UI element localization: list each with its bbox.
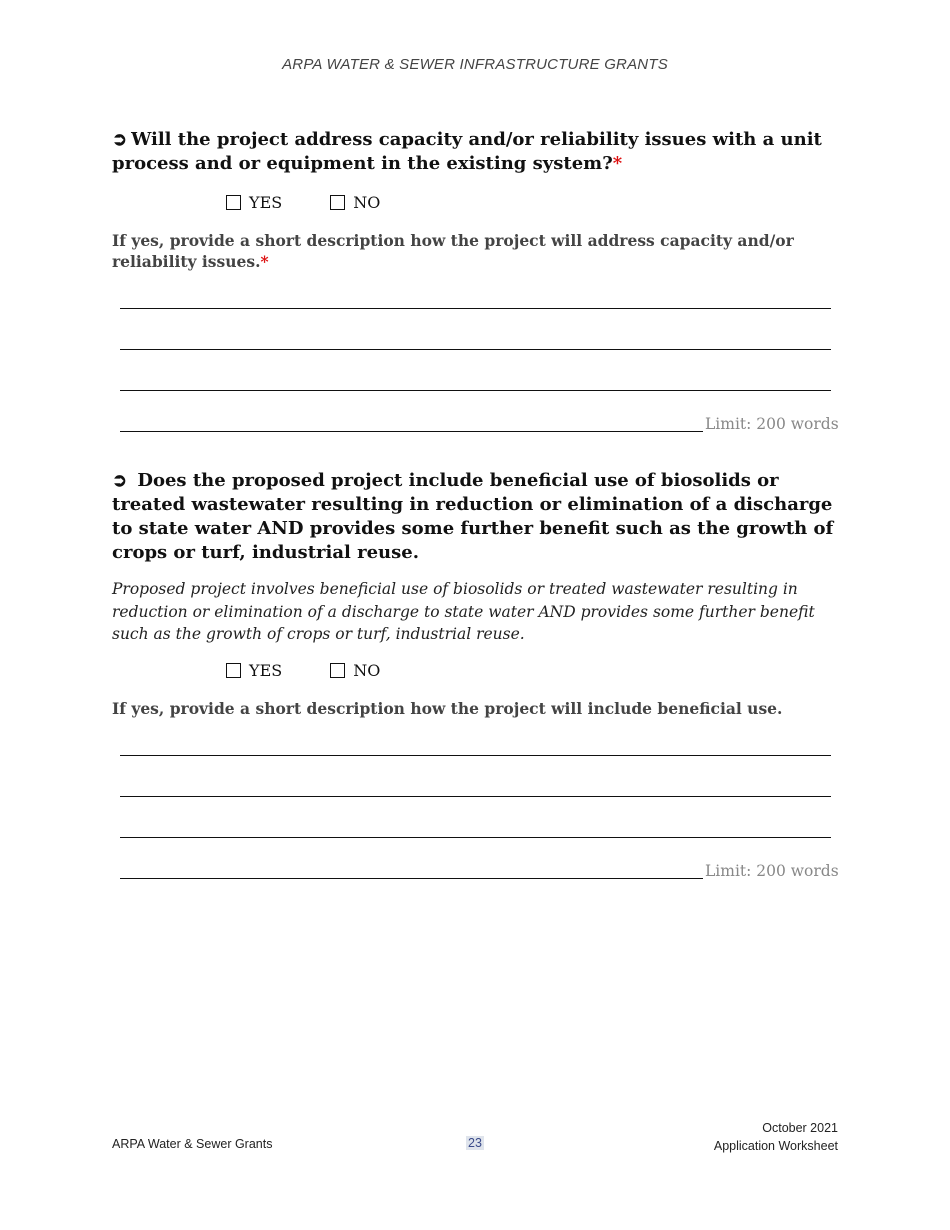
footer-document-type: Application Worksheet — [713, 1139, 838, 1153]
question-capacity — [112, 128, 842, 176]
capacity-options — [226, 193, 380, 212]
beneficial-yes-checkbox[interactable] — [226, 661, 282, 680]
required-asterisk: * — [260, 252, 269, 271]
beneficial-answer-line[interactable] — [120, 755, 831, 756]
capacity-answer-line[interactable] — [120, 431, 703, 432]
capacity-word-limit: Limit: 200 words — [705, 415, 839, 433]
capacity-followup-prompt — [112, 230, 842, 272]
capacity-answer-line[interactable] — [120, 390, 831, 391]
required-asterisk: * — [612, 153, 623, 174]
beneficial-use-description: Proposed project involves beneficial use of biosolids or treated wastewater resulting in reduction or elimination of a discharge to state water AND provides some further benefit such as the growth of crops or turf, industrial reuse. — [112, 580, 815, 643]
beneficial-answer-line[interactable] — [120, 796, 831, 797]
capacity-yes-label: YES — [249, 193, 283, 212]
question-beneficial-use — [112, 469, 842, 565]
capacity-no-checkbox[interactable] — [330, 193, 380, 212]
footer-program-name: ARPA Water & Sewer Grants — [112, 1137, 273, 1151]
capacity-answer-line[interactable] — [120, 349, 831, 350]
capacity-answer-line[interactable] — [120, 308, 831, 309]
beneficial-word-limit: Limit: 200 words — [705, 862, 839, 880]
beneficial-answer-line[interactable] — [120, 837, 831, 838]
beneficial-no-label: NO — [353, 661, 381, 680]
capacity-followup-text: If yes, provide a short description how the project will address capacity and/or reliability issues. — [112, 231, 794, 271]
footer-date: October 2021 — [762, 1121, 838, 1135]
capacity-no-label: NO — [353, 193, 381, 212]
beneficial-no-checkbox[interactable] — [330, 661, 380, 680]
checkbox-icon[interactable] — [226, 663, 241, 678]
question-beneficial-use-text: Does the proposed project include beneficial use of biosolids or treated wastewater resulting in reduction or elimination of a discharge to state water AND provides some further benefit such as the growth of crops or turf, industrial reuse. — [112, 470, 834, 563]
beneficial-answer-line[interactable] — [120, 878, 703, 879]
beneficial-use-options — [226, 661, 380, 680]
footer-right — [714, 1119, 838, 1155]
capacity-yes-checkbox[interactable] — [226, 193, 282, 212]
right-arrow-icon: ➲ — [112, 129, 128, 150]
beneficial-yes-label: YES — [249, 661, 283, 680]
checkbox-icon[interactable] — [330, 195, 345, 210]
page-header: ARPA WATER & SEWER INFRASTRUCTURE GRANTS — [282, 56, 668, 73]
right-arrow-icon: ➲ — [112, 470, 134, 491]
checkbox-icon[interactable] — [226, 195, 241, 210]
checkbox-icon[interactable] — [330, 663, 345, 678]
question-capacity-text: Will the project address capacity and/or reliability issues with a unit process and or equipment in the existing system? — [112, 129, 822, 174]
beneficial-followup-prompt: If yes, provide a short description how the project will include beneficial use. — [112, 699, 783, 718]
page-number: 23 — [468, 1136, 482, 1150]
